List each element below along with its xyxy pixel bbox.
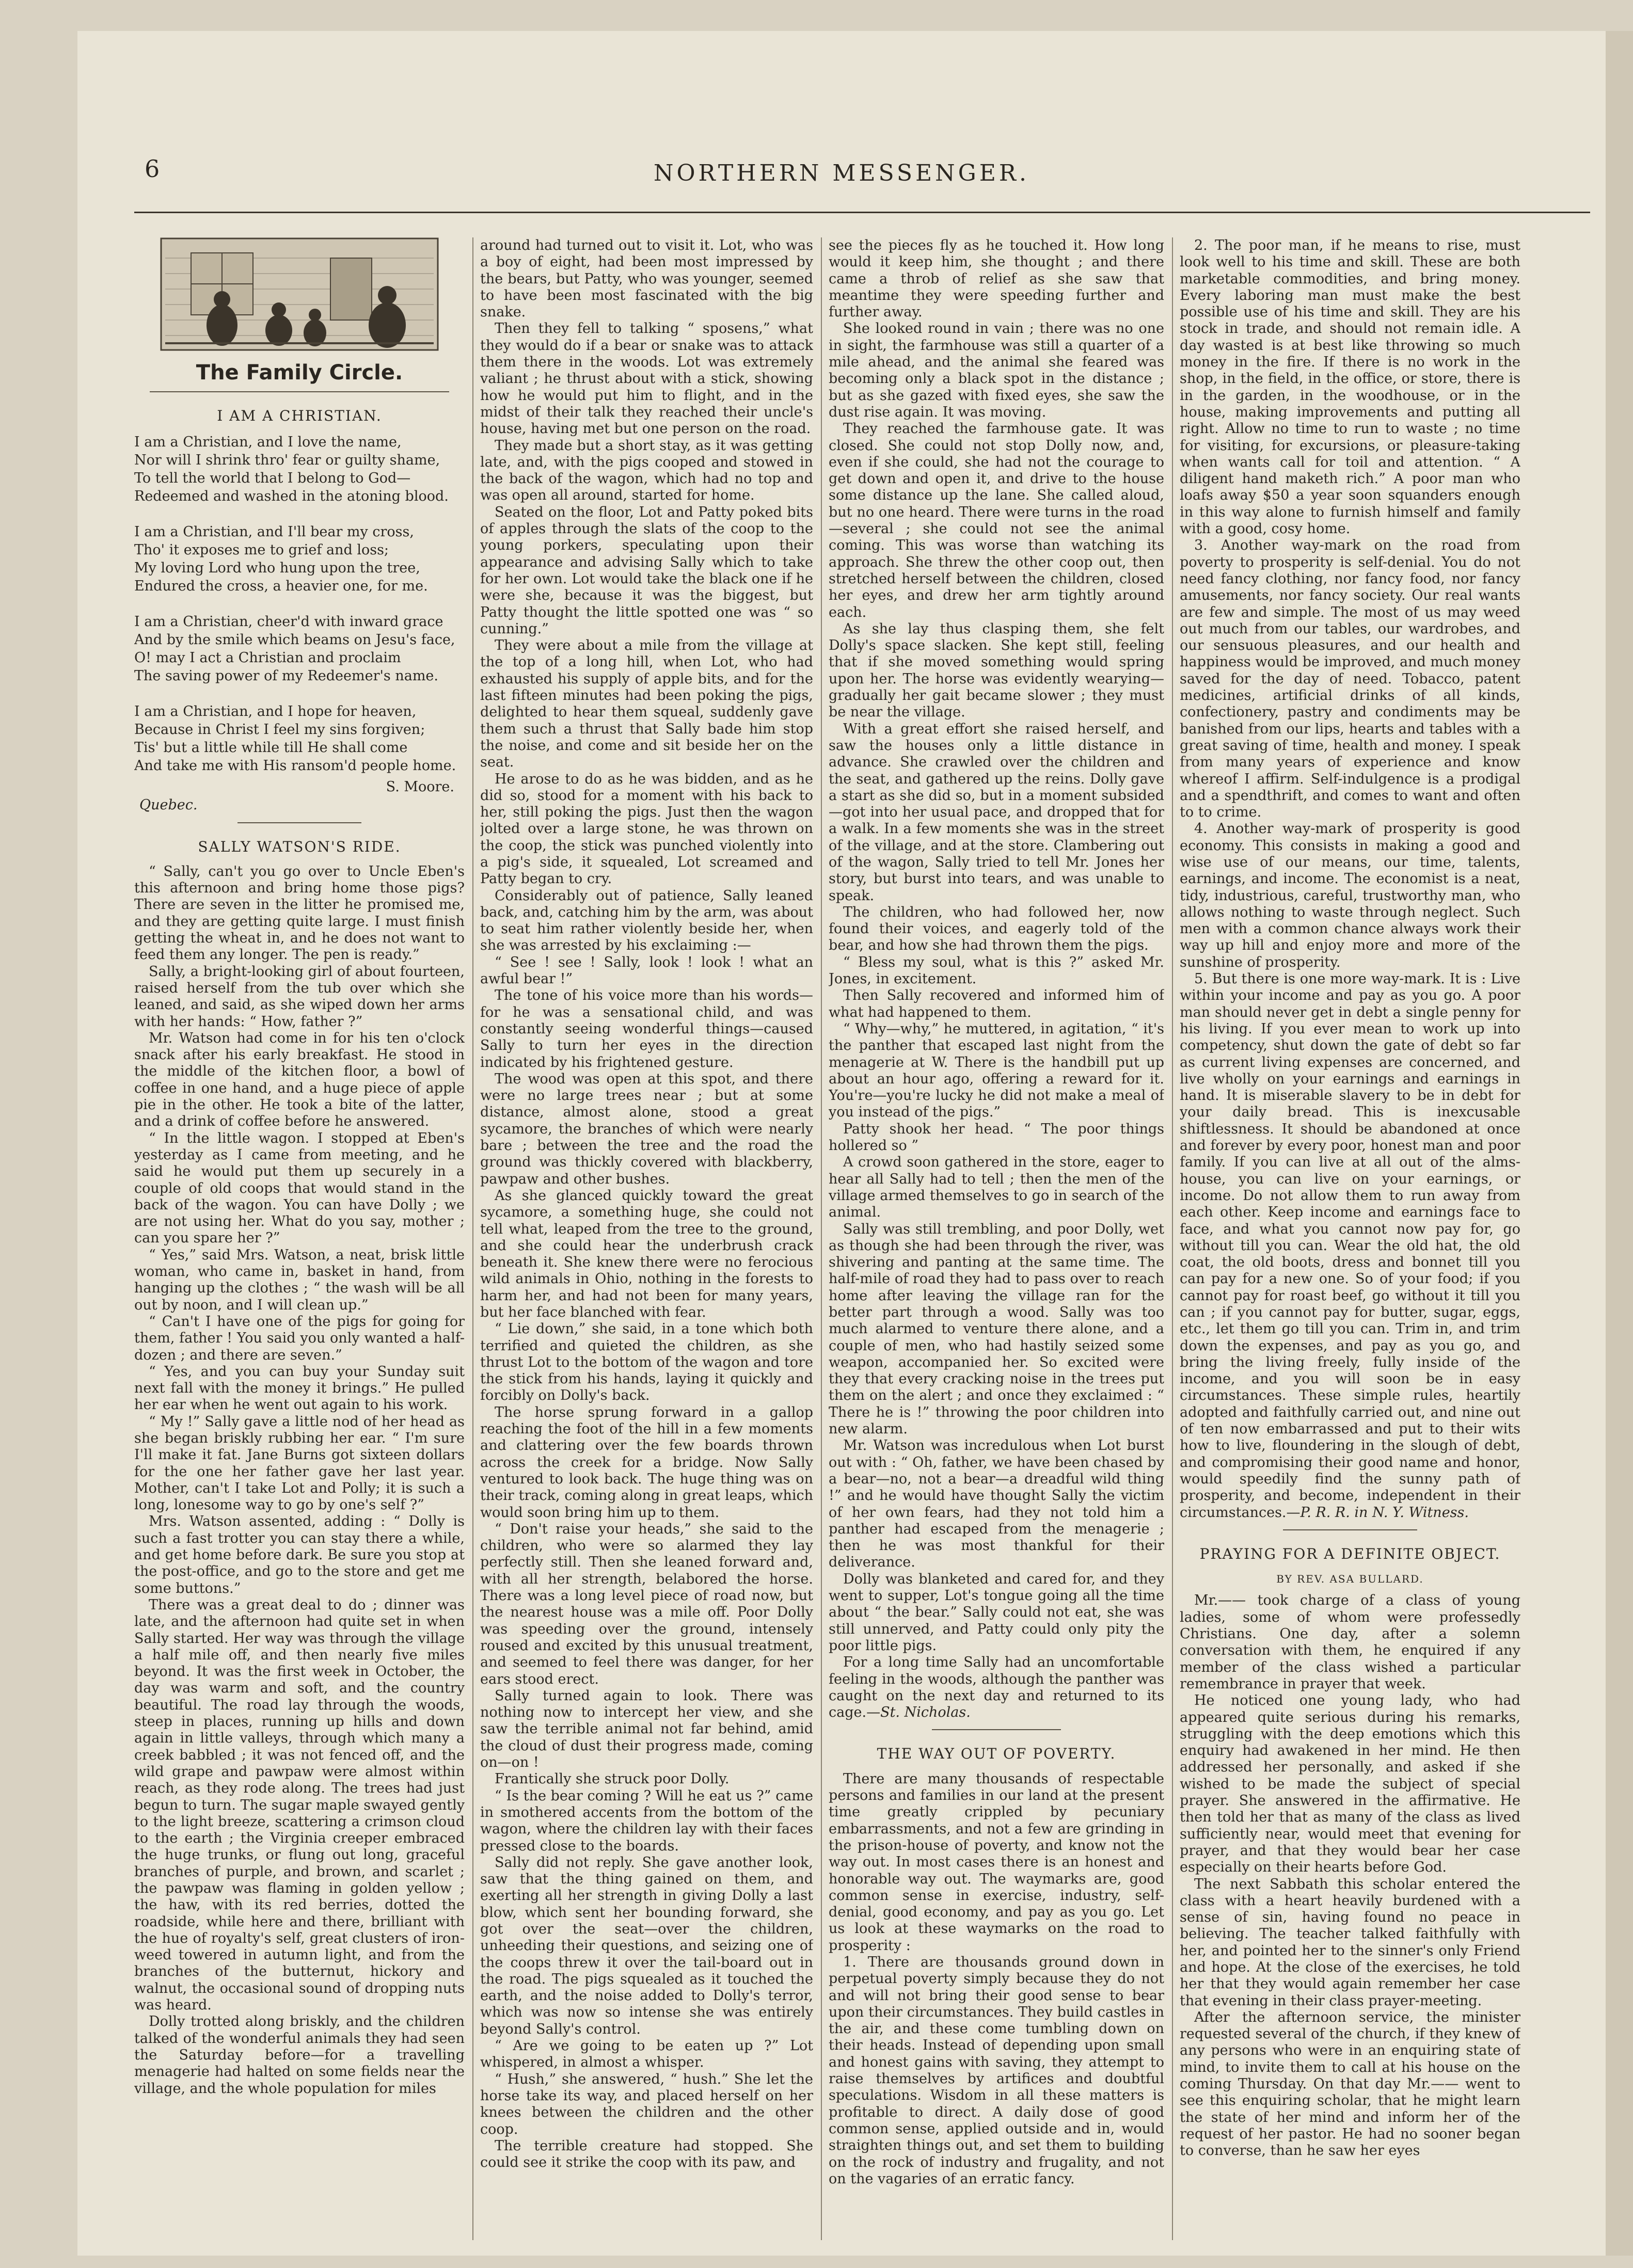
column-1 [134, 237, 465, 2250]
poem-line: And take me with His ransom'd people home. [134, 757, 456, 774]
poem-author: S. Moore. [386, 778, 454, 795]
column-divider [1172, 237, 1173, 2240]
paragraph: Mrs. Watson assented, adding : “ Dolly is such a fast trotter you can stay there a while, and get home before dark. Be sure you stop at the post-office, and go to the store and get me some buttons.” [134, 1513, 465, 1596]
poem-line: Because in Christ I feel my sins forgiven; [134, 721, 425, 738]
paragraph: “ Yes, and you can buy your Sunday suit next fall with the money it brings.” He pulled her ear when he went out again to his work. [134, 1363, 465, 1413]
newspaper-page [77, 31, 1606, 2256]
column-4 [1180, 237, 1520, 2250]
poem-line: Tho' it exposes me to grief and loss; [134, 541, 389, 558]
paragraph: As she glanced quickly toward the great sycamore, a something huge, she could not tell what, leaped from the tree to the ground, and she could hear the underbrush crack beneath it. She knew there were no ferocious wild animals in Ohio, nothing in the forests to harm her, and had not been for many years, but her face blanched with fear. [480, 1187, 813, 1320]
paragraph: “ Is the bear coming ? Will he eat us ?” came in smothered accents from the bottom of the wagon, where the children lay with their faces pressed close to the boards. [480, 1787, 813, 1854]
paragraph: A crowd soon gathered in the store, eager to hear all Sally had to tell ; then the men of the village armed themselves to go in search of the animal. [829, 1154, 1164, 1221]
poem-line: I am a Christian, and I love the name, [134, 434, 402, 450]
paragraph: “ Can't I have one of the pigs for going for them, father ! You said you only wanted a half-dozen ; and there are seven.” [134, 1313, 465, 1363]
paragraph: Sally, a bright-looking girl of about fourteen, raised herself from the tub over which she leaned, and said, as she wiped down her arms with her hands: “ How, father ?” [134, 963, 465, 1030]
poem-stanza [134, 613, 465, 685]
poem-line: The saving power of my Redeemer's name. [134, 667, 438, 684]
adjacent-page-edge [1606, 31, 1633, 2256]
poem-line: I am a Christian, and I'll bear my cross, [134, 523, 414, 540]
paragraph: They were about a mile from the village at the top of a long hill, when Lot, who had exhausted his supply of apple bits, and for the last fifteen minutes had been poking the pigs, delighted to hear them squeal, suddenly gave them such a thrust that Sally bade him stop the noise, and come and sit beside her on the seat. [480, 637, 813, 771]
paragraph: “ Yes,” said Mrs. Watson, a neat, brisk little woman, who came in, basket in hand, from hanging up the clothes ; “ the wash will be all out by noon, and I will clean up.” [134, 1247, 465, 1313]
poem-line: Tis' but a little while till He shall come [134, 739, 408, 756]
paragraph [829, 1654, 1164, 1721]
article-title: THE WAY OUT OF POVERTY. [877, 1745, 1116, 1763]
poem-line: I am a Christian, cheer'd with inward grace [134, 613, 443, 630]
family-circle-engraving-icon [160, 237, 439, 351]
paragraph: Dolly was blanketed and cared for, and they went to supper, Lot's tongue going all the time about “ the bear.” Sally could not eat, she was still unnerved, and Patty could only pity the poor little pigs. [829, 1571, 1164, 1654]
poem-place: Quebec. [139, 796, 198, 813]
poem-line: My loving Lord who hung upon the tree, [134, 560, 420, 576]
paragraph: “ In the little wagon. I stopped at Eben's yesterday as I came from meeting, and he said he would put them up securely in a couple of old coops that would stand in the back of the wagon. You can have Dolly ; we are not using her. What do you say, mother ; can you spare her ?” [134, 1130, 465, 1247]
divider [932, 1729, 1061, 1730]
paragraph: The tone of his voice more than his words—for he was a sensational child, and was constantly seeing wonderful things—caused Sally to turn her eyes in the direction indicated by his frightened gesture. [480, 987, 813, 1071]
divider [150, 391, 449, 392]
poem-stanza [134, 433, 465, 505]
paragraph: Frantically she struck poor Dolly. [495, 1771, 730, 1787]
poem-line: To tell the world that I belong to God— [134, 470, 411, 486]
poem-line: Endured the cross, a heavier one, for me. [134, 578, 428, 594]
paragraph-text: For a long time Sally had an uncomfortable feeling in the woods, although the panther was caught on the next day and returned to its cage.— [829, 1654, 1164, 1721]
paragraph: “ Bless my soul, what is this ?” asked Mr. Jones, in excitement. [829, 954, 1164, 987]
paragraph: 1. There are thousands ground down in perpetual poverty simply because they do not and will not bring their good sense to bear upon their circumstances. They build castles in the air, and these come tumbling down on their heads. Instead of depending upon small and honest gains with saving, they attempt to raise themselves by artifices and doubtful speculations. Wisdom in all these matters is profitable to direct. A daily dose of good common sense, applied outside and in, would straighten things out, and set them to building on the rock of industry and frugality, and not on the vagaries of an erratic fancy. [829, 1954, 1164, 2187]
paragraph [1180, 971, 1520, 1521]
paragraph: “ Sally, can't you go over to Uncle Eben's this afternoon and bring home those pigs? There are seven in the litter he promised me, and they are getting quite large. I must finish getting the wheat in, and he does not want to feed them any longer. The pen is ready.” [134, 863, 465, 963]
column-divider [472, 237, 473, 2240]
paragraph: Sally did not reply. She gave another look, saw that the thing gained on them, and exerting all her strength in giving Dolly a last blow, which sent her bounding forward, she got over the seat—over the children, unheeding their questions, and seizing one of the coops threw it over the tail-board out in the road. The pigs squealed as it touched the earth, and the noise added to Dolly's terror, which was now so intense she was entirely beyond Sally's control. [480, 1854, 813, 2037]
story-body-part-1 [134, 864, 465, 2097]
paragraph: Then Sally recovered and informed him of what had happened to them. [829, 987, 1164, 1020]
paragraph: They reached the farmhouse gate. It was closed. She could not stop Dolly now, and, even if she could, she had not the courage to get down and open it, and drive to the house some distance up the lane. She called aloud, but no one heard. There were turns in the road—several ; she could not see the animal coming. This was worse than watching its approach. She threw the other coop out, then stretched herself between the children, closed her eyes, and drew her arm tightly around each. [829, 421, 1164, 620]
paragraph: “ My !” Sally gave a little nod of her head as she began briskly rubbing her ear. “ I'm sure I'll make it fat. Jane Burns got sixteen dollars for the one her father gave her last year. Mother, can't I take Lot and Polly; it is such a long, lonesome way to go by one's self ?” [134, 1413, 465, 1513]
paragraph: There are many thousands of respectable persons and families in our land at the present time greatly crippled by pecuniary embarrassments, and not a few are grinding in the prison-house of poverty, and know not the way out. In most cases there is an honest and honorable way out. The waymarks are, good common sense in exercise, industry, self-denial, good economy, and pay as you go. Let us look at these waymarks on the road to prosperity : [829, 1770, 1164, 1954]
paragraph: “ Are we going to be eaten up ?” Lot whispered, in almost a whisper. [480, 2038, 813, 2071]
paragraph: around had turned out to visit it. Lot, who was a boy of eight, had been most impressed by the bears, but Patty, who was younger, seemed to have been most fascinated with the big snake. [480, 237, 813, 321]
paragraph: After the afternoon service, the minister requested several of the church, if they knew of any persons who were in an enquiring state of mind, to invite them to call at his house on the coming Thursday. On that day Mr.—— went to see this enquiring scholar, that he might learn the state of her mind and inform her of the request of her pastor. He had no sooner began to converse, than he saw her eyes [1180, 2009, 1520, 2159]
poem-line: Redeemed and washed in the atoning blood. [134, 488, 449, 504]
article-title: PRAYING FOR A DEFINITE OBJECT. [1199, 1545, 1501, 1562]
paragraph: Dolly trotted along briskly, and the children talked of the wonderful animals they had seen the Saturday before—for a travelling menagerie had halted on some fields near the village, and the whole population for miles [134, 2014, 465, 2097]
paragraph: “ Don't raise your heads,” she said to the children, who were so alarmed they lay perfectly still. Then she leaned forward and, with all her strength, belabored the horse. There was a long level piece of road now, but the nearest house was a mile off. Poor Dolly was speeding over the ground, intensely roused and excited by this unusual treatment, and seemed to feel there was danger, for her ears stood erect. [480, 1521, 813, 1687]
article-byline: BY REV. ASA BULLARD. [1276, 1573, 1424, 1586]
poem-stanza [134, 702, 465, 775]
paragraph: Sally was still trembling, and poor Dolly, wet as though she had been through the river, was shivering and panting at the same time. The half-mile of road they had to pass over to reach home after leaving the village ran for the better part through a wood. Sally was too much alarmed to venture there alone, and a couple of men, who had hastily seized some weapon, accompanied her. So excited were they that every cracking noise in the trees put them on the alert ; and once they exclaimed : “ There he is !” throwing the poor children into new alarm. [829, 1221, 1164, 1438]
department-heading: The Family Circle. [196, 361, 403, 385]
story-title: SALLY WATSON'S RIDE. [198, 838, 401, 855]
paragraph: Mr. Watson was incredulous when Lot burst out with : “ Oh, father, we have been chased by a bear—no, not a bear—a dreadful wild thing !” and he would have thought Sally the victim of her own fears, had they not told him a panther had escaped from the menagerie ; then he was most thankful for their deliverance. [829, 1438, 1164, 1571]
paragraph-text: 5. But there is one more way-mark. It is : Live within your income and pay as you go. A poor man should never get in debt a single penny for his living. If you ever mean to work up into competency, shut down the gate of debt so far as current living expenses are concerned, and live wholly on your earnings and earnings in hand. It is miserable slavery to be in debt for your daily bread. This is inexcusable shiftlessness. It should be abandoned at once and forever by every poor, honest man and poor family. If you can live at all out of the alms-house, you can live on your earnings, or income. Do not allow them to run away from each other. Keep income and earnings face to face, and what you cannot now pay for, go without till you can. Wear the old hat, the old coat, the old boots, dress and bonnet till you can pay for a new one. So of your food; if you cannot pay for roast beef, go without it till you can ; if you cannot pay for butter, sugar, eggs, etc., let them go till you can. Trim in, and trim down the expenses, and pay as you go, and bring the living freely, fully inside of the income, and you will soon be in easy circumstances. These simple rules, heartily adopted and faithfully carried out, and nine out of ten now embarrassed and put to their wits how to live, floundering in the slough of debt, and compromising their good name and honor, would speedily find the sunny path of prosperity, and become, independent in their circumstances.— [1180, 971, 1520, 1521]
paragraph: 4. Another way-mark of prosperity is good economy. This consists in making a good and wise use of our means, our time, talents, earnings, and income. The economist is a neat, tidy, industrious, careful, trustworthy man, who allows nothing to waste through neglect. Such men with a common chance always work their way up hill and enjoy more and more of the sunshine of prosperity. [1180, 821, 1520, 970]
column-3 [829, 237, 1164, 2250]
paragraph: He arose to do as he was bidden, and as he did so, stood for a moment with his back to her, still poking the pigs. Just then the wagon jolted over a large stone, he was thrown on the coop, the stick was punched violently into a pig's side, it squealed, Lot screamed and Patty began to cry. [480, 771, 813, 887]
paragraph: “ Why—why,” he muttered, in agitation, “ it's the panther that escaped last night from the menagerie at W. There is the handbill put up about an hour ago, offering a reward for it. You're—you're lucky he did not make a meal of you instead of the pigs.” [829, 1020, 1164, 1121]
paragraph: She looked round in vain ; there was no one in sight, the farmhouse was still a quarter of a mile ahead, and the animal she feared was becoming only a black spot in the distance ; but as she gazed with fixed eyes, she saw the dust rise again. It was moving. [829, 321, 1164, 420]
paragraph: “ Hush,” she answered, “ hush.” She let the horse take its way, and placed herself on her knees between the children and the other coop. [480, 2071, 813, 2137]
paragraph: Considerably out of patience, Sally leaned back, and, catching him by the arm, was about to seat him rather violently beside her, when she was arrested by his exclaiming :— [480, 887, 813, 954]
paragraph: 2. The poor man, if he means to rise, must look well to his time and skill. These are both marketable commodities, and bring money. Every laboring man must make the best possible use of his time and skill. They are his stock in trade, and should not remain idle. A day wasted is at best like throwing so much money in the fire. If there is no work in the shop, in the field, in the office, or store, there is in the garden, in the woodhouse, or in the house, making improvements and putting all right. Allow no time to run to waste ; no time for visiting, for excursions, or pleasure-taking when wants call for toil and attention. “ A diligent hand maketh rich.” A poor man who loafs away $50 a year soon squanders enough in this way alone to furnish himself and family with a good, cosy home. [1180, 237, 1520, 537]
page-number: 6 [145, 155, 160, 183]
paragraph: 3. Another way-mark on the road from poverty to prosperity is self-denial. You do not need fancy clothing, nor fancy food, nor fancy amusements, nor fancy society. Our real wants are few and simple. The most of us may weed out much from our tables, our wardrobes, and our sensuous pleasures, and our health and happiness would be improved, and much money saved for the day of need. Tobacco, patent medicines, artificial drinks of all kinds, confectionery, pastry and condiments may be banished from our lips, hearts and tables with a great saving of time, health and money. I speak from many years of experience and know whereof I affirm. Self-indulgence is a prodigal and a spendthrift, and comes to want and often to to crime. [1180, 537, 1520, 821]
article-source: P. R. R. in N. Y. Witness. [1300, 1504, 1469, 1521]
paragraph: As she lay thus clasping them, she felt Dolly's space slacken. She kept still, feeling that if she moved something would spring upon her. The horse was evidently wearying—gradually her gait became slower ; they must be near the village. [829, 620, 1164, 721]
paragraph: There was a great deal to do ; dinner was late, and the afternoon had quite set in when Sally started. Her way was through the village a half mile off, and then nearly five miles beyond. It was the first week in October, the day was warm and soft, and the country beautiful. The road lay through the woods, steep in places, running up hills and down again in little valleys, through which many a creek babbled ; it was not fenced off, and the wild grape and pawpaw were almost within reach, as they rode along. The trees had just begun to turn. The sugar maple swayed gently to the light breeze, scattering a crimson cloud to the earth ; the Virginia creeper embraced the huge trunks, or flung out long, graceful branches of purple, and brown, and scarlet ; the pawpaw was flaming in golden yellow ; the haw, with its red berries, dotted the roadside, while here and there, brilliant with the hue of royalty's self, great clusters of iron-weed towered in autumn light, and from the branches of the butternut, hickory and walnut, the occasional sound of dropping nuts was heard. [134, 1596, 465, 2014]
page-header [77, 31, 1606, 232]
poem-title: I AM A CHRISTIAN. [217, 407, 382, 425]
poem-line: O! may I act a Christian and proclaim [134, 649, 401, 666]
masthead-title: NORTHERN MESSENGER. [653, 160, 1030, 186]
paragraph: The wood was open at this spot, and there were no large trees near ; but at some distance, almost alone, stood a great sycamore, the branches of which were nearly bare ; between the tree and the road the ground was thickly covered with blackberry, pawpaw and other bushes. [480, 1071, 813, 1187]
paragraph: He noticed one young lady, who had appeared quite serious during his remarks, struggling with the deep emotions which this enquiry had awakened in her mind. He then addressed her personally, and asked if she wished to be made the subject of special prayer. She answered in the affirmative. He then told her that as many of the class as lived sufficiently near, would meet that evening for prayer, and that they would bear her case especially on their hearts before God. [1180, 1692, 1520, 1876]
paragraph: “ See ! see ! Sally, look ! look ! what an awful bear !” [480, 954, 813, 987]
divider [237, 822, 361, 823]
paragraph: With a great effort she raised herself, and saw the houses only a little distance in advance. She crawled over the children and the seat, and gathered up the reins. Dolly gave a start as she did so, but in a moment subsided—got into her usual pace, and dropped that for a walk. In a few moments she was in the street of the village, and at the store. Clambering out of the wagon, Sally tried to tell Mr. Jones her story, but burst into tears, and was unable to speak. [829, 721, 1164, 904]
paragraph: The terrible creature had stopped. She could see it strike the coop with its paw, and [480, 2137, 813, 2171]
poem-line: And by the smile which beams on Jesu's face, [134, 631, 455, 648]
poem-stanza [134, 523, 465, 595]
paragraph: Patty shook her head. “ The poor things hollered so ” [829, 1121, 1164, 1154]
story-source: St. Nicholas. [880, 1704, 971, 1721]
paragraph: Then they fell to talking “ sposens,” what they would do if a bear or snake was to attack them there in the woods. Lot was extremely valiant ; he thrust about with a stick, showing how he would put him to flight, and in the midst of their talk they reached their uncle's house, having met but one person on the road. [480, 321, 813, 437]
poem-line: I am a Christian, and I hope for heaven, [134, 703, 417, 720]
header-rule [134, 212, 1590, 213]
paragraph: They made but a short stay, as it was getting late, and, with the pigs cooped and stowed in the back of the wagon, which had no top and was open all around, started for home. [480, 437, 813, 504]
paragraph: Seated on the floor, Lot and Patty poked bits of apples through the slats of the coop to the young porkers, speculating upon their appearance and advising Sally which to take for her own. Lot would take the black one if he were she, because it was the biggest, but Patty thought the little spotted one was “ so cunning.” [480, 504, 813, 637]
paragraph: The horse sprung forward in a gallop reaching the foot of the hill in a few moments and clattering over the few boards thrown across the creek for a bridge. Now Sally ventured to look back. The huge thing was on their track, coming along in great leaps, which would soon bring him up to them. [480, 1404, 813, 1521]
divider [1283, 1529, 1417, 1530]
paragraph: see the pieces fly as he touched it. How long would it keep him, she thought ; and there came a throb of relief as she saw that meantime they were speeding further and further away. [829, 237, 1164, 321]
paragraph: “ Lie down,” she said, in a tone which both terrified and quieted the children, as she thrust Lot to the bottom of the wagon and tore the stick from his hands, laying it quickly and forcibly on Dolly's back. [480, 1321, 813, 1404]
paragraph: The next Sabbath this scholar entered the class with a heart heavily burdened with a sense of sin, having found no peace in believing. The teacher talked faithfully with her, and pointed her to the sinner's only Friend and hope. At the close of the exercises, he told her that they would again remember her case that evening in their class prayer-meeting. [1180, 1876, 1520, 2009]
column-2 [480, 237, 813, 2250]
paragraph: Mr.—— took charge of a class of young ladies, some of whom were professedly Christians. One day, after a solemn conversation with them, he enquired if any member of the class wished a particular remembrance in prayer that week. [1180, 1592, 1520, 1692]
paragraph: The children, who had followed her, now found their voices, and eagerly told of the bear, and how she had thrown them the pigs. [829, 904, 1164, 954]
poem-line: Nor will I shrink thro' fear or guilty shame, [134, 452, 440, 468]
poem-body [134, 433, 465, 814]
column-divider [821, 237, 822, 2240]
paragraph: Mr. Watson had come in for his ten o'clock snack after his early breakfast. He stood in the middle of the kitchen floor, a bowl of coffee in one hand, and a huge piece of apple pie in the other. He took a bite of the latter, and a drink of coffee before he answered. [134, 1030, 465, 1130]
paragraph: Sally turned again to look. There was nothing now to intercept her view, and she saw the terrible animal not far behind, amid the cloud of dust their progress made, coming on—on ! [480, 1687, 813, 1771]
